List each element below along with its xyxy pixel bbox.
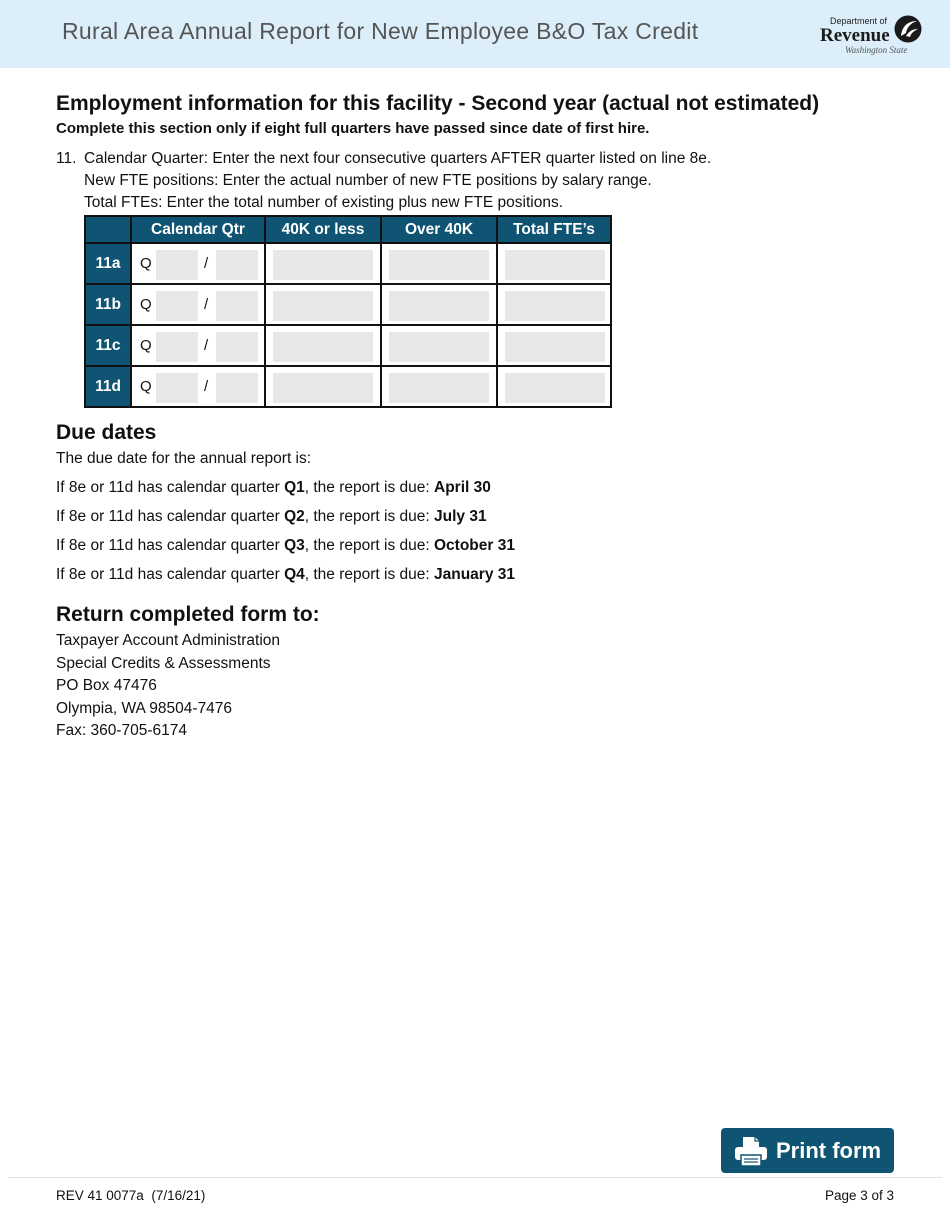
due-dates-intro: The due date for the annual report is: <box>56 450 312 467</box>
logo-state-text: Washington State <box>845 45 908 55</box>
logo-revenue-text: Revenue <box>820 25 890 46</box>
instruction-line: Calendar Quarter: Enter the next four consecutive quarters AFTER quarter listed on line 8e. <box>84 150 712 167</box>
due-date-item <box>56 508 487 526</box>
header-blank <box>85 216 131 243</box>
calendar-qtr-cell <box>131 243 265 284</box>
address-line: Special Credits & Assessments <box>56 654 271 672</box>
due-date-quarter: Q1 <box>284 479 305 496</box>
dor-emblem-icon <box>892 14 924 44</box>
due-date-middle: , the report is due: <box>304 537 434 554</box>
form-id: REV 41 0077a (7/16/21) <box>56 1188 206 1203</box>
total-fte-cell <box>497 284 611 325</box>
page-header <box>0 0 950 68</box>
return-address <box>56 630 280 743</box>
q-prefix: Q <box>140 378 152 395</box>
dor-logo <box>818 12 928 58</box>
over-40k-cell <box>381 243 497 284</box>
qtr-separator: / <box>204 296 209 313</box>
address-line: Taxpayer Account Administration <box>56 632 281 649</box>
address-line: PO Box 47476 <box>56 677 157 694</box>
under-40k-cell <box>265 284 381 325</box>
instruction-line: Total FTEs: Enter the total number of existing plus new FTE positions. <box>84 194 563 211</box>
section-subtitle: Complete this section only if eight full quarters have passed since date of first hire. <box>56 120 650 137</box>
over-40k-input[interactable] <box>389 291 489 321</box>
calendar-qtr-cell <box>131 325 265 366</box>
line-number: 11. <box>56 150 77 167</box>
under-40k-input[interactable] <box>273 291 373 321</box>
calendar-qtr-cell <box>131 366 265 407</box>
return-title: Return completed form to: <box>56 603 320 626</box>
quarter-input[interactable] <box>156 332 198 362</box>
year-input[interactable] <box>216 250 258 280</box>
table-row <box>85 325 611 366</box>
instruction-line: New FTE positions: Enter the actual number of new FTE positions by salary range. <box>84 172 652 189</box>
due-date-middle: , the report is due: <box>304 508 434 525</box>
calendar-qtr-cell <box>131 284 265 325</box>
address-line: Olympia, WA 98504-7476 <box>56 699 233 717</box>
q-prefix: Q <box>140 337 152 354</box>
due-date-middle: , the report is due: <box>304 479 434 496</box>
table-row <box>85 243 611 284</box>
header-40k-or-less: 40K or less <box>265 216 381 243</box>
due-date-quarter: Q4 <box>284 566 305 583</box>
due-date-prefix: If 8e or 11d has calendar quarter <box>56 479 285 496</box>
under-40k-input[interactable] <box>273 332 373 362</box>
year-input[interactable] <box>216 291 258 321</box>
total-fte-input[interactable] <box>505 250 605 280</box>
footer-divider <box>8 1177 942 1178</box>
under-40k-cell <box>265 366 381 407</box>
due-date-prefix: If 8e or 11d has calendar quarter <box>56 566 285 583</box>
over-40k-cell <box>381 325 497 366</box>
due-date-prefix: If 8e or 11d has calendar quarter <box>56 508 285 525</box>
q-prefix: Q <box>140 296 152 313</box>
over-40k-cell <box>381 284 497 325</box>
table-row <box>85 366 611 407</box>
under-40k-input[interactable] <box>273 250 373 280</box>
print-form-button[interactable] <box>721 1128 894 1173</box>
over-40k-input[interactable] <box>389 373 489 403</box>
due-date-item <box>56 566 515 584</box>
due-date-item <box>56 479 491 497</box>
year-input[interactable] <box>216 373 258 403</box>
due-date-date: April 30 <box>434 479 491 496</box>
due-date-date: October 31 <box>434 537 515 554</box>
due-date-quarter: Q2 <box>284 508 305 525</box>
total-fte-cell <box>497 366 611 407</box>
due-date-date: January 31 <box>434 566 515 583</box>
printer-icon <box>733 1135 769 1167</box>
total-fte-input[interactable] <box>505 332 605 362</box>
total-fte-input[interactable] <box>505 291 605 321</box>
under-40k-cell <box>265 325 381 366</box>
total-fte-cell <box>497 325 611 366</box>
due-dates-title: Due dates <box>56 421 157 444</box>
row-label: 11a <box>85 243 131 284</box>
section-title: Employment information for this facility - Second year (actual not estimated) <box>56 92 820 115</box>
table-row <box>85 284 611 325</box>
form-title: Rural Area Annual Report for New Employee B&O Tax Credit <box>62 18 699 44</box>
total-fte-cell <box>497 243 611 284</box>
year-input[interactable] <box>216 332 258 362</box>
qtr-separator: / <box>204 378 209 395</box>
header-calendar-qtr: Calendar Qtr <box>131 216 265 243</box>
over-40k-input[interactable] <box>389 250 489 280</box>
line-11-instructions <box>56 148 711 214</box>
qtr-separator: / <box>204 337 209 354</box>
header-total-ftes: Total FTE’s <box>497 216 611 243</box>
due-date-quarter: Q3 <box>284 537 305 554</box>
over-40k-cell <box>381 366 497 407</box>
due-date-date: July 31 <box>434 508 487 525</box>
header-over-40k: Over 40K <box>381 216 497 243</box>
print-form-label: Print form <box>776 1137 882 1163</box>
quarter-input[interactable] <box>156 373 198 403</box>
row-label: 11c <box>85 325 131 366</box>
logo-department-text: Department of <box>830 16 888 26</box>
due-date-middle: , the report is due: <box>304 566 434 583</box>
page-number: Page 3 of 3 <box>824 1188 894 1203</box>
over-40k-input[interactable] <box>389 332 489 362</box>
quarter-input[interactable] <box>156 291 198 321</box>
qtr-separator: / <box>204 255 209 272</box>
quarter-input[interactable] <box>156 250 198 280</box>
table-header-row <box>85 216 611 243</box>
due-date-prefix: If 8e or 11d has calendar quarter <box>56 537 285 554</box>
under-40k-cell <box>265 243 381 284</box>
due-date-item <box>56 537 515 555</box>
total-fte-input[interactable] <box>505 373 605 403</box>
row-label: 11d <box>85 366 131 407</box>
under-40k-input[interactable] <box>273 373 373 403</box>
fax-line: Fax: 360-705-6174 <box>56 722 187 739</box>
employment-table <box>84 215 612 408</box>
row-label: 11b <box>85 284 131 325</box>
q-prefix: Q <box>140 255 152 272</box>
